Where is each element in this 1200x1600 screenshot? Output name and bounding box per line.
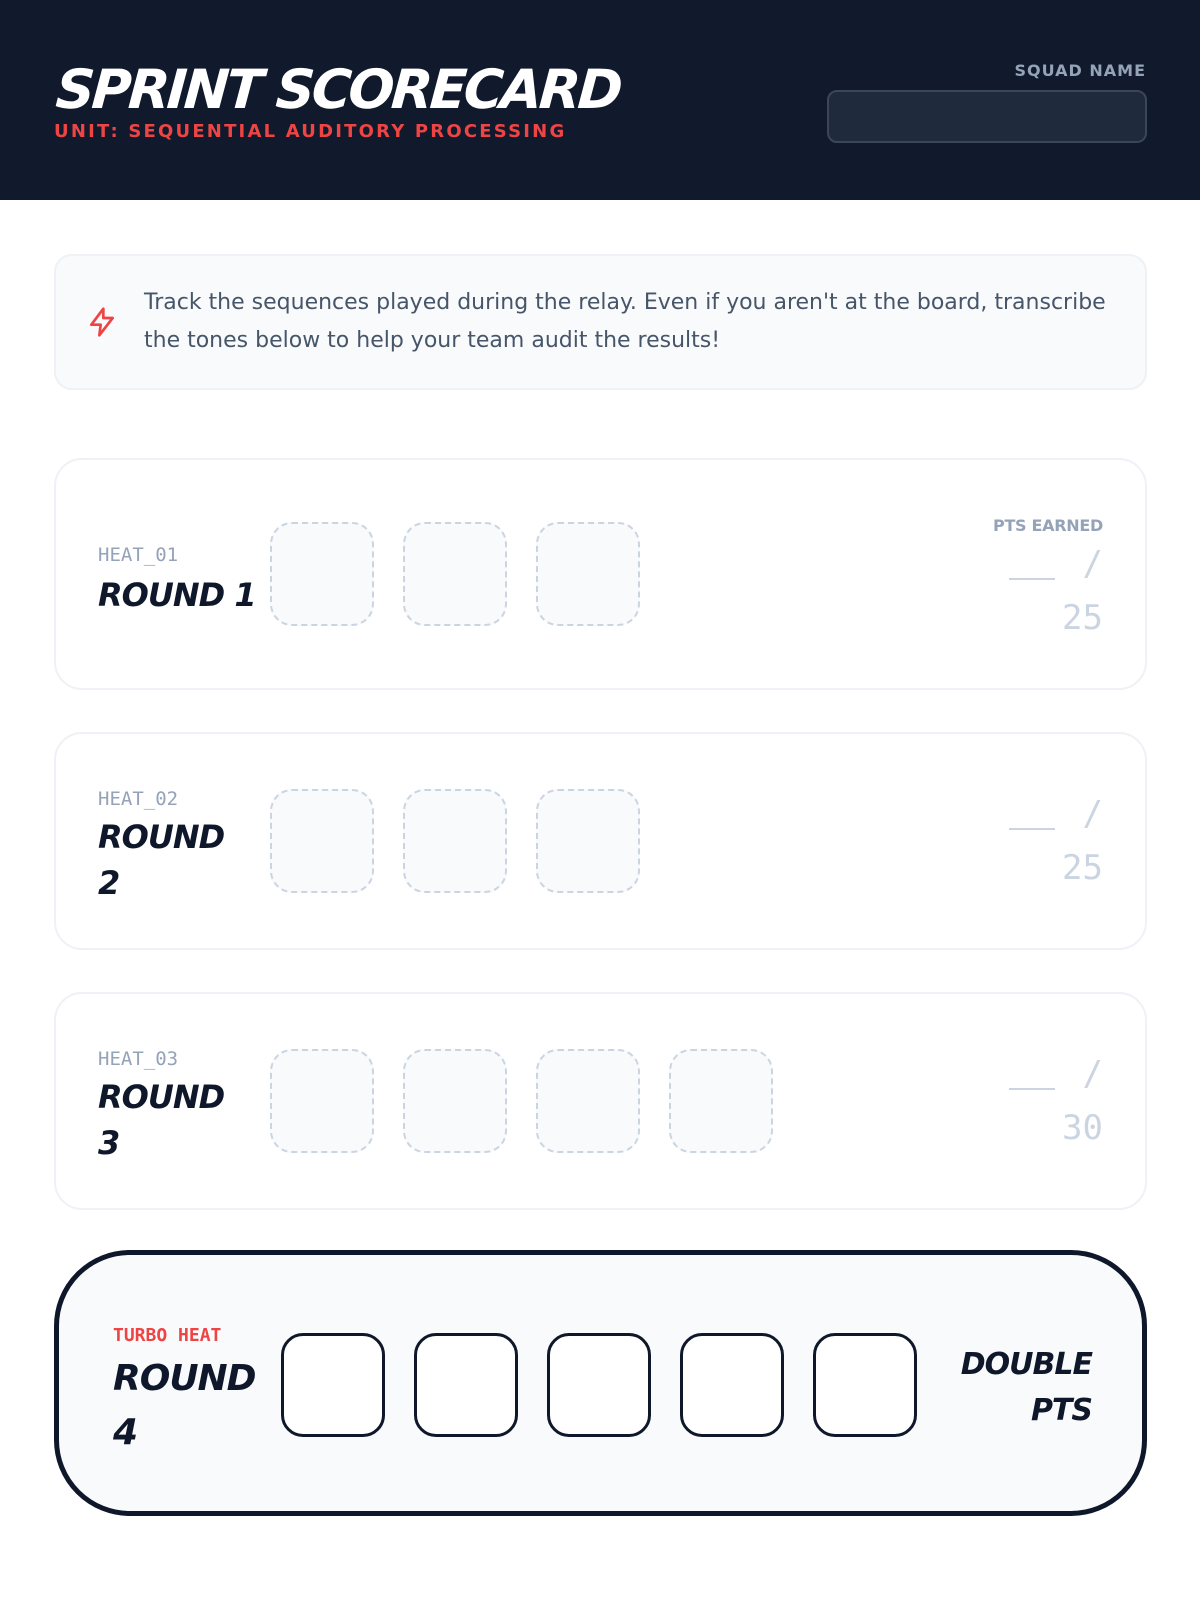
heat-code: HEAT_03 [98,1048,179,1070]
tone-slot[interactable] [536,789,640,893]
header-bar [0,0,1200,200]
round-title: ROUND 2 [98,818,225,902]
points-max: 30 [1062,1108,1103,1148]
round-title: ROUND 3 [98,1078,225,1162]
bolt-icon [86,306,118,338]
points-slash: / [1082,794,1103,834]
points-entry[interactable] [1007,794,1103,834]
heat-code: HEAT_01 [98,544,179,566]
tone-slot[interactable] [270,789,374,893]
unit-subtitle: UNIT: SEQUENTIAL AUDITORY PROCESSING [54,121,567,142]
tone-slot[interactable] [270,1049,374,1153]
instructions-text: Track the sequences played during the relay. Even if you aren't at the board, transcribe the tones below to help your team audit the results! [144,290,1106,353]
page-title: SPRINT SCORECARD [53,58,622,121]
instructions-panel [54,254,1147,390]
points-blank-line [1009,1088,1055,1090]
points-max: 25 [1062,848,1103,888]
round-title: ROUND 1 [98,576,256,614]
tone-slot[interactable] [669,1049,773,1153]
points-entry[interactable] [1007,1054,1103,1094]
double-points-label: DOUBLE PTS [960,1347,1092,1428]
tone-slot[interactable] [536,1049,640,1153]
round-card [54,732,1147,950]
points-max: 25 [1062,598,1103,638]
tone-slot[interactable] [536,522,640,626]
tone-slot[interactable] [414,1333,518,1437]
points-blank-line [1009,828,1055,830]
tone-slot[interactable] [680,1333,784,1437]
tone-slot[interactable] [403,789,507,893]
points-slash: / [1082,1054,1103,1094]
points-slash: / [1082,544,1103,584]
points-entry[interactable] [1007,544,1103,584]
tone-slot[interactable] [403,1049,507,1153]
tone-slot[interactable] [403,522,507,626]
tone-slot[interactable] [281,1333,385,1437]
squad-name-input[interactable] [827,90,1147,143]
pts-earned-label: PTS EARNED [993,516,1103,535]
tone-slot[interactable] [813,1333,917,1437]
round-title: ROUND 4 [113,1358,256,1453]
squad-name-label: SQUAD NAME [1014,61,1146,80]
points-blank-line [1009,578,1055,580]
round-card [54,458,1147,690]
turbo-round-card [54,1250,1147,1516]
tone-slot[interactable] [270,522,374,626]
turbo-heat-tag: TURBO HEAT [113,1325,222,1346]
heat-code: HEAT_02 [98,788,179,810]
round-card [54,992,1147,1210]
tone-slot[interactable] [547,1333,651,1437]
